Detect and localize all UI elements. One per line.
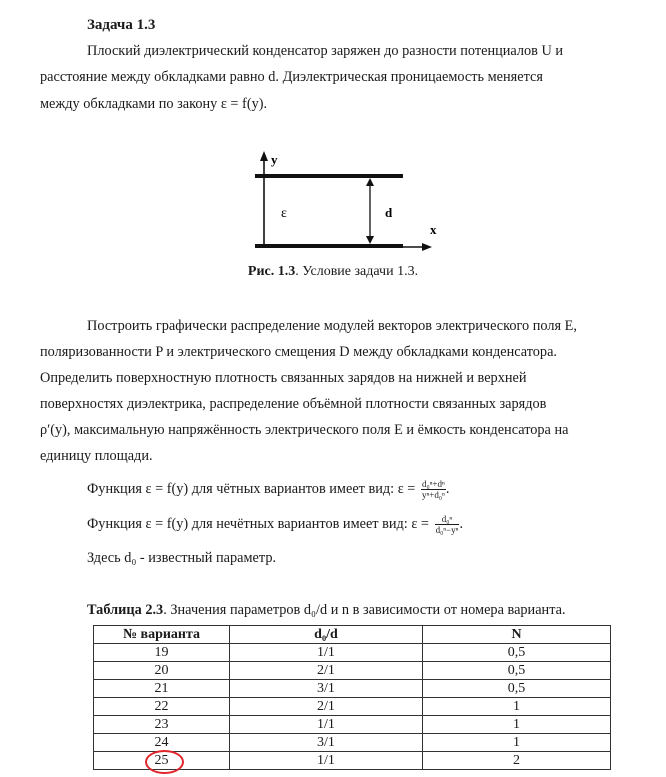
d-arrow-bottom <box>366 236 374 244</box>
figure-caption: Рис. 1.3. Условие задачи 1.3. <box>247 264 419 279</box>
table-row: 20 2/1 0,5 <box>94 662 611 680</box>
bottom-plate <box>255 244 403 248</box>
d-arrow-top <box>366 178 374 186</box>
table-caption: Таблица 2.3. Значения параметров d₀/d и n в зависимости от номера варианта. <box>87 602 566 618</box>
even-function: Функция ε = f(y) для чётных вариантов имеет вид: ε = $\frac{\text{d₀ⁿ+dⁿ}}{\text{yⁿ+d₀ⁿ}}$ . <box>87 479 450 500</box>
table-row: 19 1/1 0,5 <box>94 644 611 662</box>
table-row: 22 2/1 1 <box>94 698 611 716</box>
intro-line-2: расстояние между обкладками равно d. Диэлектрическая проницаемость меняется <box>40 69 543 85</box>
y-axis-arrow <box>260 151 268 161</box>
epsilon-label: ε <box>281 206 287 221</box>
even-fraction: $\frac{\text{d₀ⁿ+dⁿ}}{\text{yⁿ+d₀ⁿ}}$ <box>421 479 445 500</box>
task-line-5: ρ′(y), максимальную напряжённость электрического поля E и ёмкость конденсатора на <box>40 422 569 438</box>
table-row: 23 1/1 1 <box>94 716 611 734</box>
intro-line-1: Плоский диэлектрический конденсатор заряжен до разности потенциалов U и <box>87 43 564 59</box>
table-header-row <box>94 626 611 644</box>
table-row: 24 3/1 1 <box>94 734 611 752</box>
top-plate <box>255 174 403 178</box>
task-line-6: единицу площади. <box>40 448 153 464</box>
capacitor-figure <box>250 150 450 260</box>
intro-line-3: между обкладками по закону ε = f(y). <box>40 96 268 112</box>
note-line: Здесь d₀ - известный параметр. <box>87 550 277 566</box>
task-line-3: Определить поверхностную плотность связанных зарядов на нижней и верхней <box>40 370 527 386</box>
x-axis-arrow <box>422 243 432 251</box>
task-heading: Задача 1.3 <box>87 17 156 33</box>
task-line-1: Построить графически распределение модулей векторов электрического поля E, <box>87 318 577 334</box>
header-variant: № варианта <box>94 626 230 644</box>
y-axis-label: y <box>271 152 278 167</box>
x-axis-label: x <box>430 222 437 237</box>
table-row: 21 3/1 0,5 <box>94 680 611 698</box>
header-d0-d: d₀/d <box>230 626 423 644</box>
parameters-table <box>93 625 611 770</box>
header-n: N <box>423 626 611 644</box>
d-label: d <box>385 205 393 220</box>
odd-fraction: $\frac{\text{d₀ⁿ}}{\text{d₀ⁿ−yⁿ}}$ <box>435 514 459 535</box>
odd-function: Функция ε = f(y) для нечётных вариантов имеет вид: ε = $\frac{\text{d₀ⁿ}}{\text{d₀ⁿ−yⁿ}}$ . <box>87 514 464 535</box>
task-line-2: поляризованности P и электрического смещения D между обкладками конденсатора. <box>40 344 558 360</box>
red-circle-annotation <box>145 750 184 774</box>
task-line-4: поверхностях диэлектрика, распределение объёмной плотности связанных зарядов <box>40 396 547 412</box>
table-row: 25 1/1 2 <box>94 752 611 770</box>
